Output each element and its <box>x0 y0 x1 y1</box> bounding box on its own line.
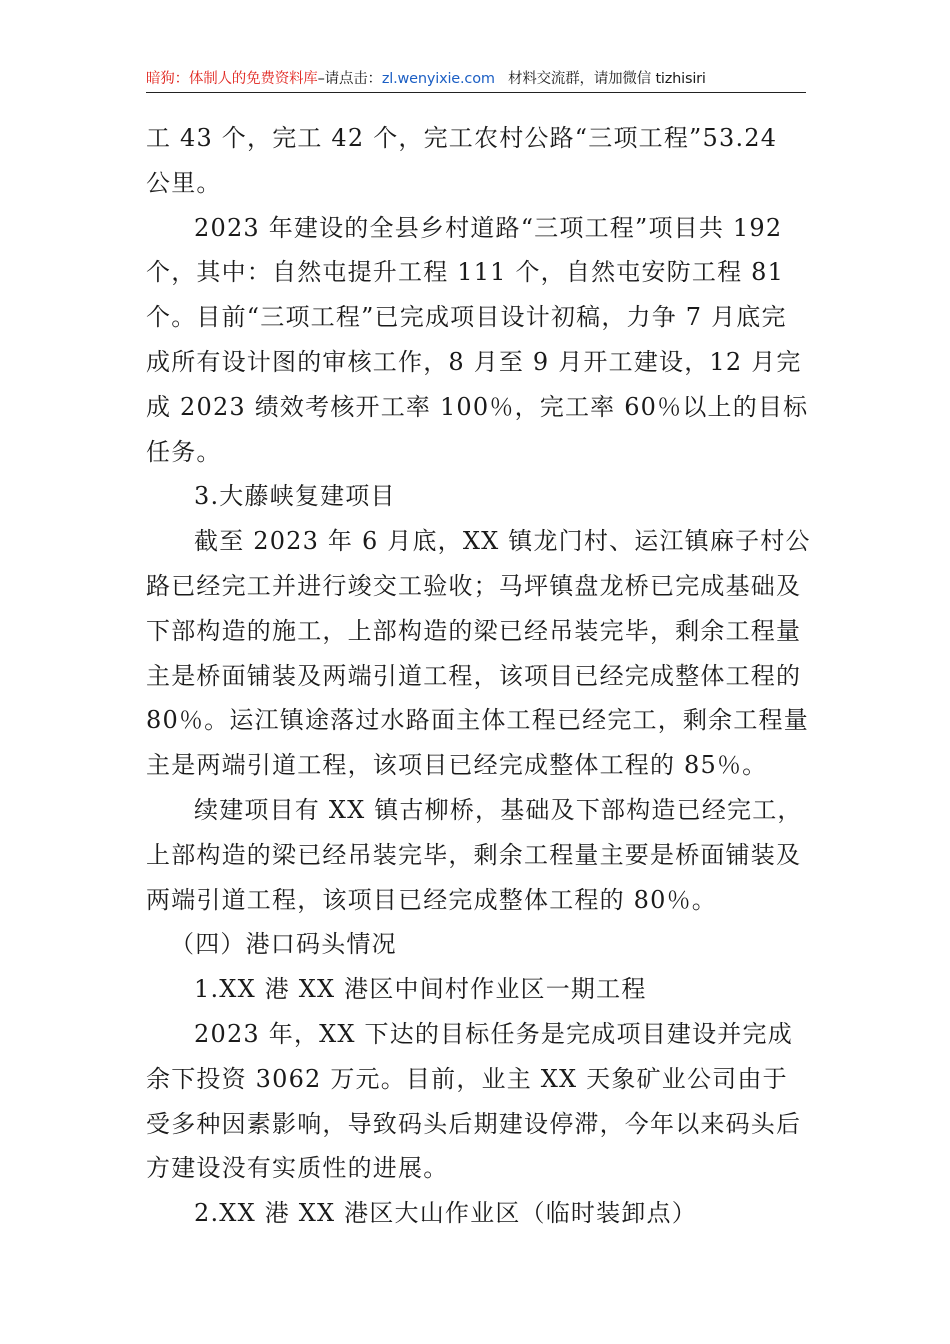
section-heading-port-1: 1.XX 港 XX 港区中间村作业区一期工程 <box>194 975 647 1004</box>
header-link[interactable]: zl.wenyixie.com <box>381 71 495 87</box>
page-header <box>146 66 806 93</box>
paragraph-port-1-status: 2023 年，XX 下达的目标任务是完成项目建设并完成余下投资 3062 万元。目前，业主 XX 天象矿业公司由于受多种因素影响，导致码头后期建设停滞，今年以来码头后方建设没有实质性的进展。 <box>146 1019 802 1183</box>
section-heading-port-2: 2.XX 港 XX 港区大山作业区（临时装卸点） <box>194 1199 697 1228</box>
paragraph-road-projects: 2023 年建设的全县乡村道路“三项工程”项目共 192 个，其中：自然屯提升工程 111 个，自然屯安防工程 81 个。目前“三项工程”已完成项目设计初稿，力争 7 月底完成所有设计图的审核工作，8 月至 9 月开工建设，12 月完成 2023 绩效考核开工率 100％，完工率 60％以上的目标任务。 <box>146 213 809 466</box>
section-heading-datengxia: 3.大藤峡复建项目 <box>194 482 396 511</box>
header-brand: 暗狗：体制人的免费资料库 <box>146 71 318 87</box>
paragraph-continuation: 工 43 个，完工 42 个，完工农村公路“三项工程”53.24 公里。 <box>146 124 778 197</box>
header-contact: 材料交流群，请加微信 tizhisiri <box>508 71 706 87</box>
section-heading-ports: （四）港口码头情况 <box>170 930 397 959</box>
document-body <box>146 116 811 1236</box>
paragraph-continued-projects: 续建项目有 XX 镇古柳桥，基础及下部构造已经完工，上部构造的梁已经吊装完毕，剩余工程量主要是桥面铺装及两端引道工程，该项目已经完成整体工程的 80％。 <box>146 795 803 914</box>
paragraph-datengxia-status: 截至 2023 年 6 月底，XX 镇龙门村、运江镇麻子村公路已经完工并进行竣交工验收；马坪镇盘龙桥已完成基础及下部构造的施工，上部构造的梁已经吊装完毕，剩余工程量主是桥面铺装及两端引道工程，该项目已经完成整体工程的 80％。运江镇途落过水路面主体工程已经完工，剩余工程量主是两端引道工程，该项目已经完成整体工程的 85％。 <box>146 527 811 780</box>
header-link-prompt: –请点击： <box>317 71 382 87</box>
